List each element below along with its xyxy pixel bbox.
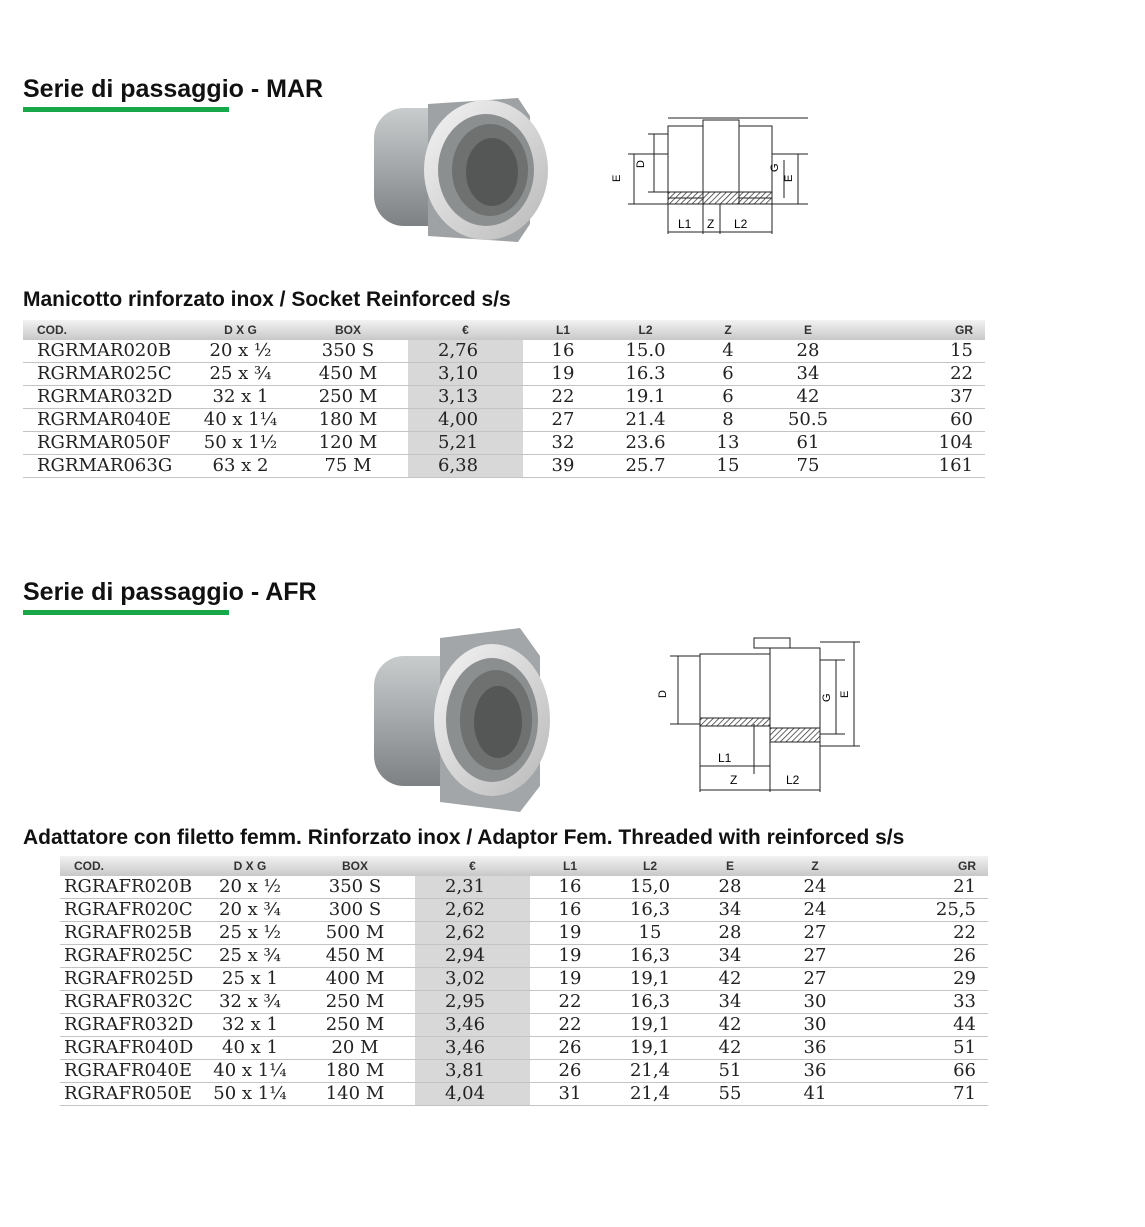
table-cell: 19,1 (610, 968, 690, 991)
afr-series-title: Serie di passaggio - AFR (23, 578, 317, 606)
table-cell: 30 (770, 991, 860, 1014)
table-cell: 450 M (295, 945, 415, 968)
afr-table-row (60, 1014, 988, 1037)
column-header: € (408, 320, 523, 340)
table-cell: 25 x ¾ (193, 363, 288, 386)
table-cell: 16,3 (610, 991, 690, 1014)
price-cell: 3,13 (408, 386, 523, 409)
afr-table-row (60, 1060, 988, 1083)
mar-label-z: Z (707, 217, 715, 231)
table-cell: 16 (523, 340, 603, 363)
table-cell: 22 (860, 922, 988, 945)
mar-label-l2: L2 (734, 217, 748, 231)
table-cell: 16,3 (610, 945, 690, 968)
table-cell: 24 (770, 899, 860, 922)
column-header: COD. (60, 856, 205, 876)
afr-table-row (60, 922, 988, 945)
price-cell: 4,04 (415, 1083, 530, 1106)
column-header: GR (860, 856, 988, 876)
table-cell: 20 x ½ (193, 340, 288, 363)
table-cell: 350 S (295, 876, 415, 899)
table-cell: 23.6 (603, 432, 688, 455)
table-cell: 250 M (295, 1014, 415, 1037)
table-cell: 55 (690, 1083, 770, 1106)
table-cell: 180 M (295, 1060, 415, 1083)
table-cell: 250 M (295, 991, 415, 1014)
mar-title-underline (23, 107, 229, 112)
afr-label-g: G (821, 693, 833, 702)
table-cell: 104 (848, 432, 985, 455)
table-cell: 25 x 1 (205, 968, 295, 991)
price-cell: 2,95 (415, 991, 530, 1014)
product-code: RGRMAR032D (23, 386, 193, 409)
table-cell: 41 (770, 1083, 860, 1106)
table-cell: 19 (530, 968, 610, 991)
afr-label-l1: L1 (718, 751, 732, 765)
product-code: RGRAFR032C (60, 991, 205, 1014)
column-header: D X G (205, 856, 295, 876)
mar-table-row (23, 432, 985, 455)
table-cell: 36 (770, 1060, 860, 1083)
column-header: L1 (523, 320, 603, 340)
product-code: RGRMAR040E (23, 409, 193, 432)
product-code: RGRAFR025B (60, 922, 205, 945)
table-cell: 22 (530, 1014, 610, 1037)
column-header: E (690, 856, 770, 876)
table-cell: 50 x 1½ (193, 432, 288, 455)
table-cell: 8 (688, 409, 768, 432)
column-header: COD. (23, 320, 193, 340)
afr-fitting-photo (370, 626, 555, 814)
mar-label-e: E (611, 174, 623, 182)
price-cell: 3,81 (415, 1060, 530, 1083)
table-cell: 25 x ¾ (205, 945, 295, 968)
column-header: L2 (610, 856, 690, 876)
table-cell: 25,5 (860, 899, 988, 922)
table-cell: 27 (770, 968, 860, 991)
table-cell: 450 M (288, 363, 408, 386)
table-cell: 21 (860, 876, 988, 899)
product-code: RGRMAR025C (23, 363, 193, 386)
mar-fitting-photo (368, 96, 553, 244)
table-cell: 29 (860, 968, 988, 991)
table-cell: 19,1 (610, 1014, 690, 1037)
product-code: RGRAFR020C (60, 899, 205, 922)
price-cell: 3,02 (415, 968, 530, 991)
table-cell: 44 (860, 1014, 988, 1037)
table-cell: 21.4 (603, 409, 688, 432)
table-cell: 40 x 1¼ (205, 1060, 295, 1083)
table-cell: 15.0 (603, 340, 688, 363)
table-cell: 16.3 (603, 363, 688, 386)
table-cell: 66 (860, 1060, 988, 1083)
column-header: Z (688, 320, 768, 340)
table-cell: 140 M (295, 1083, 415, 1106)
product-code: RGRAFR040D (60, 1037, 205, 1060)
table-cell: 22 (530, 991, 610, 1014)
table-cell: 21,4 (610, 1060, 690, 1083)
table-cell: 34 (690, 945, 770, 968)
mar-spec-table (23, 320, 985, 478)
table-cell: 16 (530, 876, 610, 899)
table-cell: 40 x 1¼ (193, 409, 288, 432)
table-cell: 36 (770, 1037, 860, 1060)
table-cell: 120 M (288, 432, 408, 455)
table-cell: 400 M (295, 968, 415, 991)
mar-table-caption: Manicotto rinforzato inox / Socket Reinforced s/s (23, 288, 511, 311)
price-cell: 4,00 (408, 409, 523, 432)
table-cell: 42 (690, 968, 770, 991)
table-cell: 350 S (288, 340, 408, 363)
afr-label-d: D (657, 690, 669, 698)
afr-table-row (60, 945, 988, 968)
table-cell: 22 (848, 363, 985, 386)
table-cell: 31 (530, 1083, 610, 1106)
table-cell: 22 (523, 386, 603, 409)
table-cell: 50 x 1¼ (205, 1083, 295, 1106)
afr-table-row (60, 876, 988, 899)
table-cell: 28 (690, 876, 770, 899)
table-cell: 27 (523, 409, 603, 432)
table-cell: 20 x ½ (205, 876, 295, 899)
table-cell: 50.5 (768, 409, 848, 432)
mar-series-title: Serie di passaggio - MAR (23, 75, 324, 103)
table-cell: 16,3 (610, 899, 690, 922)
mar-table-row (23, 409, 985, 432)
table-cell: 19.1 (603, 386, 688, 409)
mar-table-row (23, 340, 985, 363)
table-cell: 71 (860, 1083, 988, 1106)
table-cell: 19 (530, 922, 610, 945)
table-cell: 500 M (295, 922, 415, 945)
afr-label-l2: L2 (786, 773, 800, 787)
table-cell: 33 (860, 991, 988, 1014)
mar-table-row (23, 386, 985, 409)
afr-table-row (60, 968, 988, 991)
table-cell: 24 (770, 876, 860, 899)
table-cell: 42 (690, 1014, 770, 1037)
mar-table-header (23, 320, 985, 340)
table-cell: 4 (688, 340, 768, 363)
table-cell: 60 (848, 409, 985, 432)
afr-dimension-drawing (650, 634, 870, 804)
table-cell: 26 (530, 1060, 610, 1083)
mar-label-g: G (769, 163, 781, 172)
table-cell: 34 (690, 899, 770, 922)
table-cell: 26 (860, 945, 988, 968)
table-cell: 42 (690, 1037, 770, 1060)
price-cell: 3,10 (408, 363, 523, 386)
column-header: Z (770, 856, 860, 876)
table-cell: 6 (688, 386, 768, 409)
table-cell: 34 (690, 991, 770, 1014)
table-cell: 32 x ¾ (205, 991, 295, 1014)
table-cell: 32 x 1 (205, 1014, 295, 1037)
afr-table-header (60, 856, 988, 876)
table-cell: 19 (523, 363, 603, 386)
price-cell: 3,46 (415, 1037, 530, 1060)
table-cell: 30 (770, 1014, 860, 1037)
product-code: RGRAFR025D (60, 968, 205, 991)
column-header: € (415, 856, 530, 876)
table-cell: 28 (768, 340, 848, 363)
mar-table-row (23, 455, 985, 478)
column-header: L1 (530, 856, 610, 876)
afr-table-row (60, 899, 988, 922)
table-cell: 20 M (295, 1037, 415, 1060)
table-cell: 15 (848, 340, 985, 363)
product-code: RGRMAR020B (23, 340, 193, 363)
table-cell: 300 S (295, 899, 415, 922)
price-cell: 3,46 (415, 1014, 530, 1037)
afr-table-caption: Adattatore con filetto femm. Rinforzato inox / Adaptor Fem. Threaded with reinforced s/s (23, 826, 905, 849)
table-cell: 75 (768, 455, 848, 478)
price-cell: 2,31 (415, 876, 530, 899)
afr-table-row (60, 1083, 988, 1106)
table-cell: 6 (688, 363, 768, 386)
table-cell: 25.7 (603, 455, 688, 478)
table-cell: 19,1 (610, 1037, 690, 1060)
table-cell: 61 (768, 432, 848, 455)
table-cell: 39 (523, 455, 603, 478)
table-cell: 15 (610, 922, 690, 945)
mar-label-d: D (635, 160, 647, 168)
product-code: RGRMAR050F (23, 432, 193, 455)
table-cell: 16 (530, 899, 610, 922)
table-cell: 34 (768, 363, 848, 386)
afr-table-row (60, 991, 988, 1014)
column-header: D X G (193, 320, 288, 340)
table-cell: 32 x 1 (193, 386, 288, 409)
table-cell: 250 M (288, 386, 408, 409)
table-cell: 63 x 2 (193, 455, 288, 478)
table-cell: 27 (770, 945, 860, 968)
column-header: GR (848, 320, 985, 340)
table-cell: 25 x ½ (205, 922, 295, 945)
table-cell: 21,4 (610, 1083, 690, 1106)
table-cell: 180 M (288, 409, 408, 432)
mar-label-e2: E (783, 174, 795, 182)
table-cell: 75 M (288, 455, 408, 478)
price-cell: 2,94 (415, 945, 530, 968)
afr-label-z: Z (730, 773, 738, 787)
table-cell: 20 x ¾ (205, 899, 295, 922)
column-header: L2 (603, 320, 688, 340)
price-cell: 2,62 (415, 899, 530, 922)
product-code: RGRAFR040E (60, 1060, 205, 1083)
mar-label-l1: L1 (678, 217, 692, 231)
price-cell: 2,62 (415, 922, 530, 945)
product-code: RGRMAR063G (23, 455, 193, 478)
table-cell: 13 (688, 432, 768, 455)
price-cell: 6,38 (408, 455, 523, 478)
afr-spec-table (60, 856, 988, 1106)
product-code: RGRAFR050E (60, 1083, 205, 1106)
table-cell: 32 (523, 432, 603, 455)
table-cell: 161 (848, 455, 985, 478)
table-cell: 51 (860, 1037, 988, 1060)
product-code: RGRAFR020B (60, 876, 205, 899)
column-header: BOX (295, 856, 415, 876)
product-code: RGRAFR032D (60, 1014, 205, 1037)
table-cell: 51 (690, 1060, 770, 1083)
column-header: BOX (288, 320, 408, 340)
table-cell: 15,0 (610, 876, 690, 899)
mar-table-row (23, 363, 985, 386)
table-cell: 15 (688, 455, 768, 478)
price-cell: 5,21 (408, 432, 523, 455)
table-cell: 42 (768, 386, 848, 409)
table-cell: 37 (848, 386, 985, 409)
afr-title-underline (23, 610, 229, 615)
table-cell: 27 (770, 922, 860, 945)
price-cell: 2,76 (408, 340, 523, 363)
column-header: E (768, 320, 848, 340)
table-cell: 40 x 1 (205, 1037, 295, 1060)
table-cell: 19 (530, 945, 610, 968)
mar-dimension-drawing (608, 112, 813, 242)
afr-label-e: E (839, 690, 851, 698)
afr-table-row (60, 1037, 988, 1060)
product-code: RGRAFR025C (60, 945, 205, 968)
table-cell: 26 (530, 1037, 610, 1060)
table-cell: 28 (690, 922, 770, 945)
